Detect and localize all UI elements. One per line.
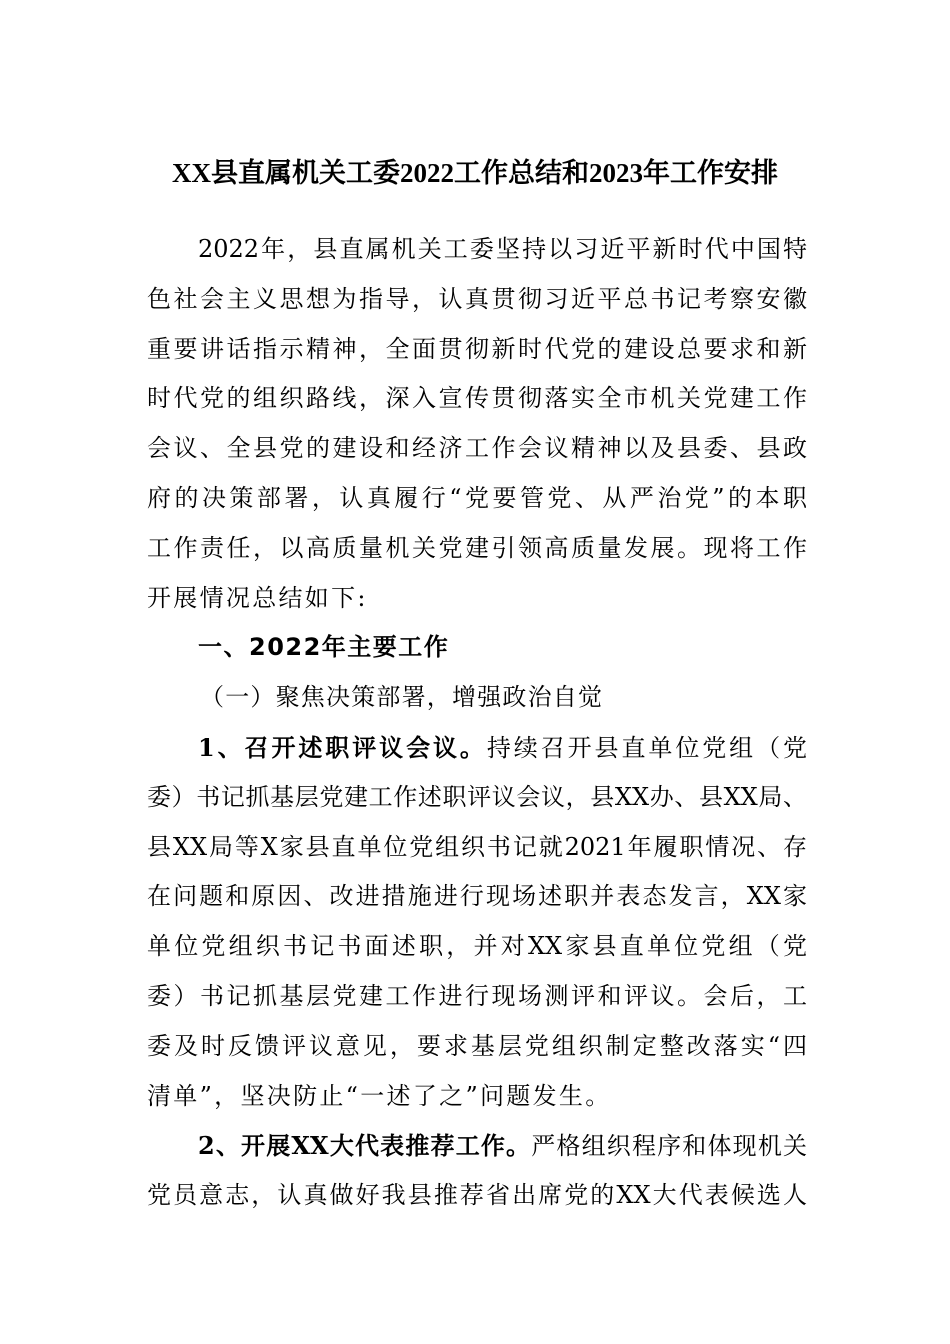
intro-line: 开展情况总结如下:	[147, 583, 368, 612]
item-1-lead: 1、召开述职评议会议。	[198, 732, 487, 762]
item-1-line: 委及时反馈评议意见，要求基层党组织制定整改落实“四	[147, 1031, 807, 1060]
item-1-paragraph	[147, 723, 807, 1121]
item-1-line: 委）书记抓基层党建工作进行现场测评和评议。会后，工	[147, 981, 807, 1010]
document-body	[147, 225, 807, 1221]
item-2-line: 党员意志，认真做好我县推荐省出席党的XX大代表候选人	[147, 1181, 807, 1210]
intro-line: 府的决策部署，认真履行“党要管党、从严治党”的本职	[147, 483, 807, 512]
intro-line: 重要讲话指示精神，全面贯彻新时代党的建设总要求和新	[147, 334, 807, 363]
subsection-heading: （一）聚焦决策部署，增强政治自觉	[200, 683, 604, 712]
item-2-paragraph	[147, 1121, 807, 1221]
item-1-line-text: 持续召开县直单位党组（党	[486, 733, 807, 762]
item-1-line: 委）书记抓基层党建工作述职评议会议，县XX办、县XX局、	[147, 782, 807, 811]
intro-paragraph	[147, 225, 807, 623]
item-2-lead: 2、开展XX大代表推荐工作。	[198, 1131, 532, 1161]
intro-line: 色社会主义思想为指导，认真贯彻习近平总书记考察安徽	[147, 284, 807, 313]
intro-line: 会议、全县党的建设和经济工作会议精神以及县委、县政	[147, 434, 807, 463]
item-2-line-text: 严格组织程序和体现机关	[531, 1132, 807, 1161]
item-1-line: 单位党组织书记书面述职，并对XX家县直单位党组（党	[147, 932, 807, 961]
item-1-line: 在问题和原因、改进措施进行现场述职并表态发言，XX家	[147, 882, 807, 911]
item-1-line: 清单”，坚决防止“一述了之”问题发生。	[147, 1081, 612, 1110]
intro-line: 工作责任，以高质量机关党建引领高质量发展。现将工作	[147, 533, 807, 562]
item-1-line: 县XX局等X家县直单位党组织书记就2021年履职情况、存	[147, 832, 807, 861]
section-heading: 一、2022年主要工作	[198, 633, 450, 662]
item-2-first-line	[147, 1121, 807, 1171]
document-title: XX县直属机关工委2022工作总结和2023年工作安排	[172, 158, 778, 188]
item-1-first-line	[147, 723, 807, 773]
intro-line: 时代党的组织路线，深入宣传贯彻落实全市机关党建工作	[147, 384, 807, 413]
intro-line: 2022年，县直属机关工委坚持以习近平新时代中国特	[198, 235, 807, 263]
